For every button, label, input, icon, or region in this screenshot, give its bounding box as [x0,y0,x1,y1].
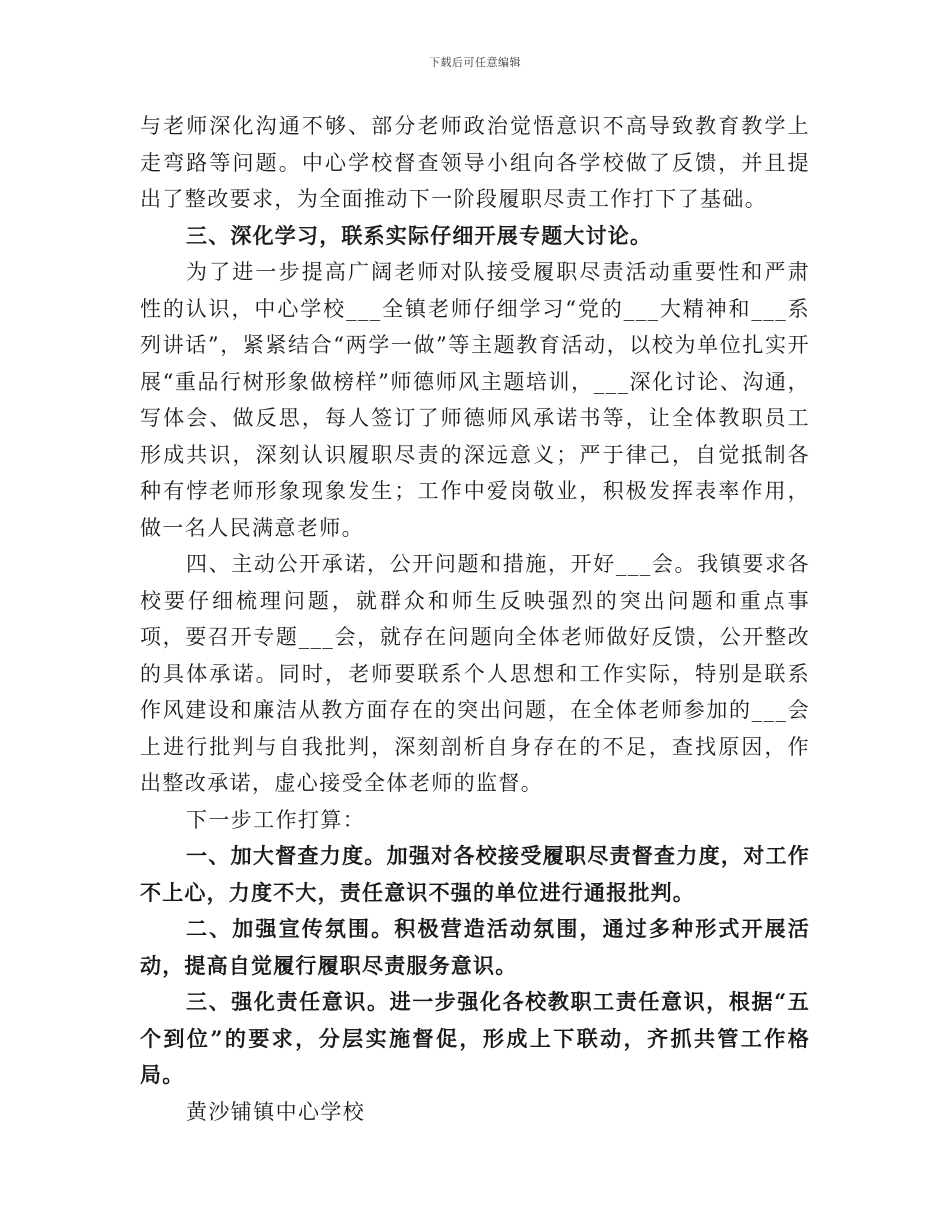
next-step-2: 二、加强宣传氛围。积极营造活动氛围，通过多种形式开展活动，提高自觉履行履职尽责服务意识。 [140,916,810,978]
page-header: 下载后可任意编辑 [429,56,521,69]
next-step-1: 一、加大督查力度。加强对各校接受履职尽责督查力度，对工作不上心，力度不大，责任意识不强的单位进行通报批判。 [140,843,810,905]
document-body [140,108,810,1130]
paragraph-study: 为了进一步提高广阔老师对队接受履职尽责活动重要性和严肃性的认识，中心学校___全镇老师仔细学习“党的___大精神和___系列讲话”，紧紧结合“两学一做”等主题教育活动，以校为单位扎实开展“重品行树形象做榜样”师德师风主题培训，___深化讨论、沟通，写体会、做反思，每人签订了师德师风承诺书等，让全体教职员工形成共识，深刻认识履职尽责的深远意义；严于律己，自觉抵制各种有悖老师形象现象发生；工作中爱岗敬业，积极发挥表率作用，做一名人民满意老师。 [140,260,810,540]
section-heading-3-study: 三、深化学习，联系实际仔细开展专题大讨论。 [186,222,653,248]
next-step-3: 三、强化责任意识。进一步强化各校教职工责任意识，根据“五个到位”的要求，分层实施督促，形成上下联动，齐抓共管工作格局。 [140,989,810,1087]
paragraph-continuation: 与老师深化沟通不够、部分老师政治觉悟意识不高导致教育教学上走弯路等问题。中心学校督查领导小组向各学校做了反馈，并且提出了整改要求，为全面推动下一阶段履职尽责工作打下了基础。 [140,114,810,211]
paragraph-commitment: 四、主动公开承诺，公开问题和措施，开好___会。我镇要求各校要仔细梳理问题，就群众和师生反映强烈的突出问题和重点事项，要召开专题___会，就存在问题向全体老师做好反馈，公开整改的具体承诺。同时，老师要联系个人思想和工作实际，特别是联系作风建设和廉洁从教方面存在的突出问题，在全体老师参加的___会上进行批判与自我批判，深刻剖析自身存在的不足，查找原因，作出整改承诺，虚心接受全体老师的监督。 [140,552,810,795]
next-steps-heading: 下一步工作打算： [186,807,366,832]
signature-school: 黄沙铺镇中心学校 [186,1099,366,1124]
